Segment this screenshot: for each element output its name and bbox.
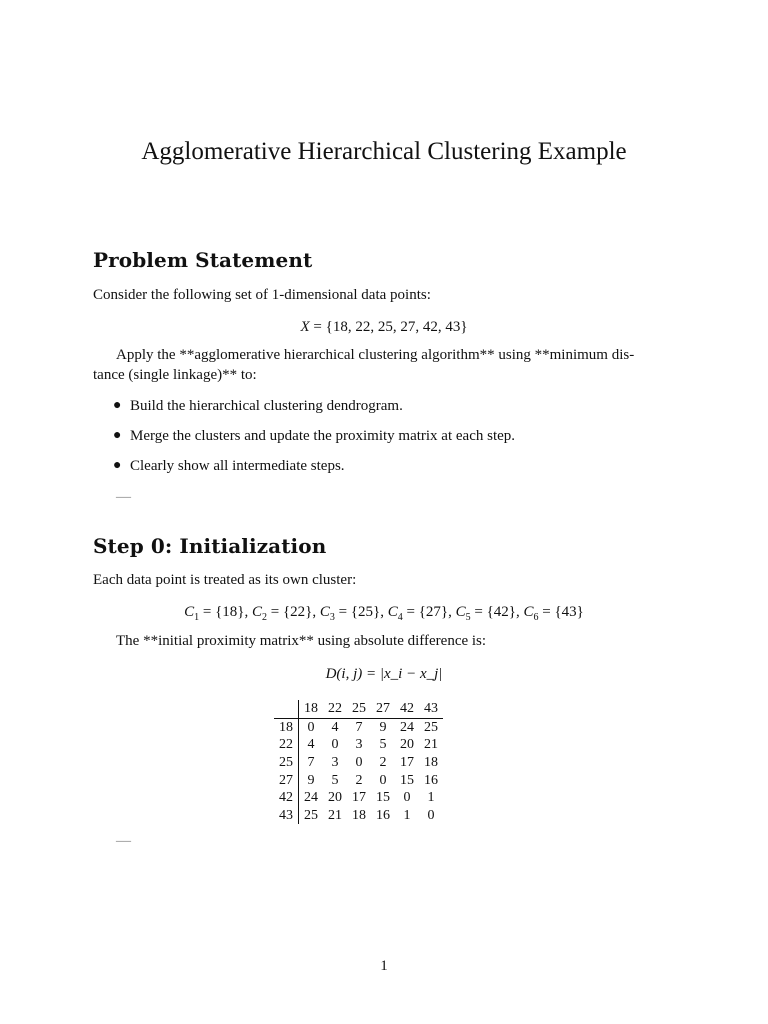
- dataset-equation: [0, 319, 768, 336]
- table-cell: 25: [304, 807, 318, 823]
- table-cell: 0: [403, 790, 411, 806]
- column-header: 25: [347, 700, 371, 718]
- table-row: [274, 754, 443, 772]
- table-cell: 0: [427, 807, 435, 823]
- clusters-equation: $C_1 = \{18\}$, $C_2 = \{22\}$, $C_3 = \{25\}$, $C_4 = \{27\}$, $C_5 = \{42\}$, $C_6 = \{43\}$: [184, 604, 584, 623]
- table-cell: 21: [328, 807, 342, 823]
- column-header: 43: [419, 700, 443, 718]
- column-header: 27: [371, 700, 395, 718]
- step0-intro: Each data point is treated as its own cluster:: [93, 572, 357, 588]
- table-cell: 7: [307, 755, 315, 771]
- table-cell: 15: [400, 772, 414, 788]
- table-row: [274, 789, 443, 807]
- bullet-icon: ●: [113, 428, 122, 443]
- row-header: 27: [274, 771, 299, 789]
- column-header: 42: [395, 700, 419, 718]
- matrix-intro: The **initial proximity matrix** using absolute difference is:: [116, 633, 487, 649]
- problem-statement-heading: Problem Statement: [93, 248, 313, 272]
- corner-cell: [274, 700, 299, 718]
- column-header: 18: [299, 700, 324, 718]
- row-header: 22: [274, 736, 299, 754]
- problem-intro: Consider the following set of 1-dimensional data points:: [93, 287, 431, 303]
- cluster-item: $C_4 = \{27\}$: [387, 604, 449, 623]
- section-separator: —: [116, 489, 131, 505]
- proximity-table: [274, 700, 443, 824]
- apply-line-2: tance (single linkage)** to:: [93, 367, 257, 383]
- cluster-item: $C_2 = \{22\}$: [252, 604, 313, 623]
- table-cell: 20: [328, 790, 342, 806]
- equation-lhs: X: [300, 319, 310, 335]
- proximity-matrix: [274, 700, 443, 824]
- table-cell: 0: [355, 755, 363, 771]
- table-cell: 9: [379, 719, 387, 735]
- table-cell: 1: [427, 790, 435, 806]
- table-cell: 18: [352, 807, 366, 823]
- table-row: [274, 807, 443, 825]
- distance-formula: D(i, j) = |x_i − x_j|: [325, 666, 443, 682]
- cluster-item: $C_3 = \{25\}$: [319, 604, 381, 623]
- page-title: Agglomerative Hierarchical Clustering Example: [141, 138, 627, 165]
- bullet-icon: ●: [113, 458, 122, 473]
- table-cell: 24: [400, 719, 414, 735]
- apply-line-1: Apply the **agglomerative hierarchical clustering algorithm** using **minimum dis-: [116, 347, 635, 363]
- table-cell: 0: [379, 772, 387, 788]
- table-cell: 18: [424, 755, 438, 771]
- row-header: 42: [274, 789, 299, 807]
- table-cell: 3: [355, 737, 363, 753]
- table-cell: 16: [424, 772, 438, 788]
- page-number: 1: [380, 958, 388, 974]
- equation-rhs: = {18, 22, 25, 27, 42, 43}: [313, 319, 468, 335]
- table-cell: 4: [307, 737, 315, 753]
- row-header: 18: [274, 718, 299, 736]
- table-row: [274, 736, 443, 754]
- table-row: [274, 718, 443, 736]
- table-cell: 20: [400, 737, 414, 753]
- table-cell: 0: [331, 737, 339, 753]
- cluster-item: $C_6 = \{43\}$: [523, 604, 584, 623]
- step0-heading: Step 0: Initialization: [93, 534, 327, 558]
- table-cell: 1: [403, 807, 411, 823]
- section-separator: —: [116, 833, 131, 849]
- table-cell: 5: [379, 737, 387, 753]
- table-cell: 5: [331, 772, 339, 788]
- task-list: [113, 396, 515, 486]
- table-cell: 21: [424, 737, 438, 753]
- table-cell: 7: [355, 719, 363, 735]
- table-cell: 24: [304, 790, 318, 806]
- table-cell: 17: [352, 790, 366, 806]
- table-cell: 0: [307, 719, 315, 735]
- table-cell: 9: [307, 772, 315, 788]
- table-cell: 25: [424, 719, 438, 735]
- row-header: 43: [274, 807, 299, 825]
- cluster-item: $C_5 = \{42\}$: [455, 604, 516, 623]
- table-cell: 2: [355, 772, 363, 788]
- table-cell: 15: [376, 790, 390, 806]
- table-cell: 3: [331, 755, 339, 771]
- column-header: 22: [323, 700, 347, 718]
- table-header-row: [274, 700, 443, 718]
- table-row: [274, 771, 443, 789]
- cluster-item: $C_1 = \{18\}$: [184, 604, 245, 623]
- list-item: ● Clearly show all intermediate steps.: [113, 458, 345, 474]
- table-cell: 16: [376, 807, 390, 823]
- table-cell: 17: [400, 755, 414, 771]
- list-item: ● Merge the clusters and update the proximity matrix at each step.: [113, 428, 516, 444]
- bullet-icon: ●: [113, 398, 122, 413]
- table-cell: 4: [331, 719, 339, 735]
- table-cell: 2: [379, 755, 387, 771]
- row-header: 25: [274, 754, 299, 772]
- list-item: ● Build the hierarchical clustering dendrogram.: [113, 398, 403, 414]
